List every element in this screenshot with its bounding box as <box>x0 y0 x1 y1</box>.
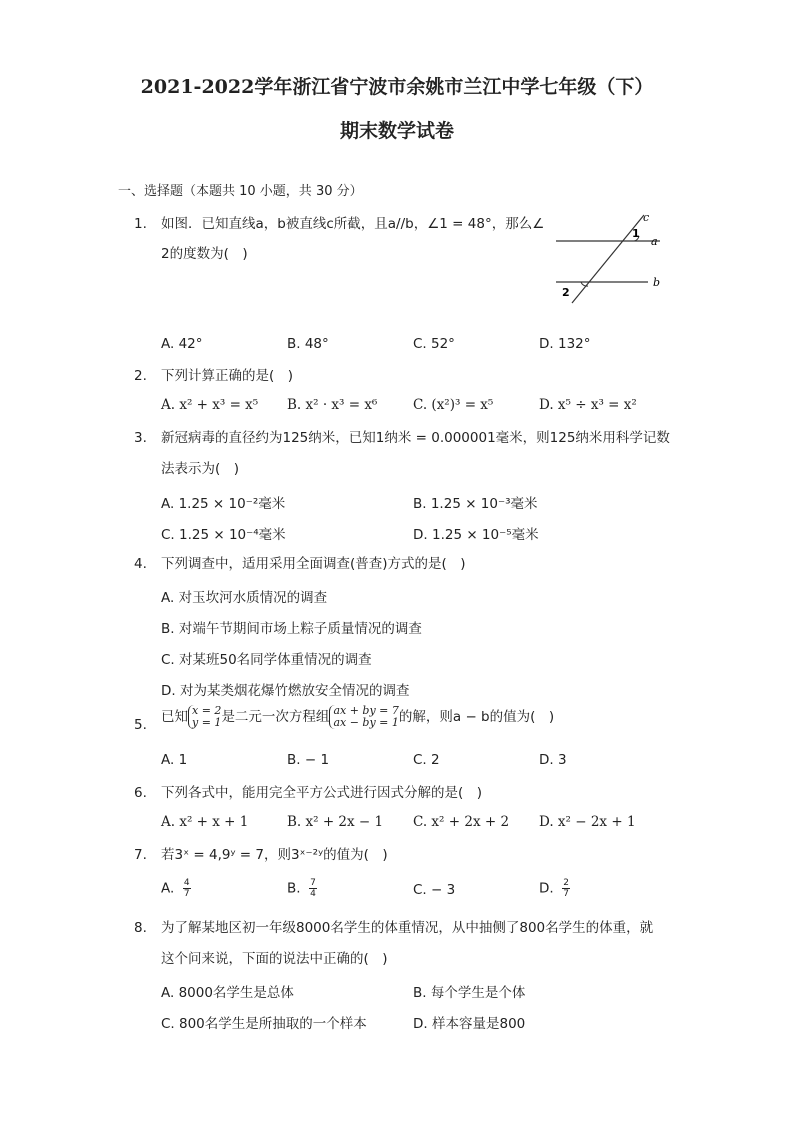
title-line-2: 期末数学试卷 <box>339 120 454 142</box>
option-c: C. 52° <box>413 336 455 352</box>
question-stem <box>161 704 554 730</box>
question-stem-line2: 这个问来说，下面的说法中正确的( ) <box>161 951 388 967</box>
option-d: D. 对为某类烟花爆竹燃放安全情况的调查 <box>161 683 410 699</box>
solution-system: x = 2 y = 1 <box>188 705 221 729</box>
question-stem: 下列调查中，适用采用全面调查(普查)方式的是( ) <box>161 556 466 572</box>
option-b: B. x² · x³ = x⁶ <box>287 397 378 413</box>
parallel-lines-figure <box>548 205 678 305</box>
question-stem: 若3ˣ = 4,9ʸ = 7，则3ˣ⁻²ʸ的值为( ) <box>161 847 388 863</box>
equation-system: ax + by = 7 ax − by = 1 <box>329 705 398 729</box>
option-d: D. x² − 2x + 1 <box>539 814 636 830</box>
option-d: D. 样本容量是800 <box>413 1016 526 1032</box>
question-number: 4. <box>134 556 147 572</box>
option-c: C. x² + 2x + 2 <box>413 814 510 830</box>
question-stem: 下列计算正确的是( ) <box>161 368 294 384</box>
label-c: c <box>643 211 650 224</box>
option-a: A. 42° <box>161 336 203 352</box>
option-c: C. 2 <box>413 752 440 768</box>
option-d: D. 1.25 × 10⁻⁵毫米 <box>413 527 539 543</box>
option-d: D. 132° <box>539 336 591 352</box>
label-angle-1: 1 <box>632 227 640 240</box>
question-number: 2. <box>134 368 147 384</box>
question-number: 8. <box>134 920 147 936</box>
option-b: B. $\frac{7}{4}$ <box>287 878 316 899</box>
question-number: 7. <box>134 847 147 863</box>
option-b: B. 1.25 × 10⁻³毫米 <box>413 496 538 512</box>
fraction: $\frac{4}{7}$ <box>183 878 190 899</box>
option-b: B. − 1 <box>287 752 330 768</box>
option-c: C. − 3 <box>413 882 456 898</box>
label-a: a <box>651 235 658 248</box>
question-stem: 下列各式中，能用完全平方公式进行因式分解的是( ) <box>161 785 483 801</box>
option-d: D. x⁵ ÷ x³ = x² <box>539 397 637 413</box>
question-number: 3. <box>134 430 147 446</box>
option-c: C. 1.25 × 10⁻⁴毫米 <box>161 527 286 543</box>
stem-prefix: 已知 <box>161 709 188 725</box>
question-number: 6. <box>134 785 147 801</box>
question-stem-line1: 如图．已知直线a，b被直线c所截，且a//b，∠1 = 48°，那么∠ <box>161 216 545 232</box>
option-a: A. $\frac{4}{7}$ <box>161 878 190 899</box>
fraction: $\frac{7}{4}$ <box>310 878 316 899</box>
question-number: 1. <box>134 216 147 232</box>
label-b: b <box>653 276 661 289</box>
stem-suffix: 的解，则a − b的值为( ) <box>398 709 555 725</box>
label-angle-2: 2 <box>562 286 570 299</box>
option-b: B. 对端午节期间市场上粽子质量情况的调查 <box>161 621 422 637</box>
option-a: A. 8000名学生是总体 <box>161 985 294 1001</box>
option-c: C. 800名学生是所抽取的一个样本 <box>161 1016 367 1032</box>
option-c: C. (x²)³ = x⁵ <box>413 397 494 413</box>
option-c: C. 对某班50名同学体重情况的调查 <box>161 652 372 668</box>
question-stem-line2: 法表示为( ) <box>161 461 240 477</box>
option-a: A. 1 <box>161 752 188 768</box>
option-b: B. 48° <box>287 336 329 352</box>
option-a: A. 对玉坎河水质情况的调查 <box>161 590 328 606</box>
question-stem-line1: 为了解某地区初一年级8000名学生的体重情况，从中抽侧了800名学生的体重，就 <box>161 920 654 936</box>
stem-middle: 是二元一次方程组 <box>221 709 330 725</box>
option-d: D. $\frac{2}{7}$ <box>539 878 570 899</box>
question-stem-line2: 2的度数为( ) <box>161 246 248 262</box>
option-a: A. x² + x + 1 <box>161 814 249 830</box>
option-b: B. 每个学生是个体 <box>413 985 526 1001</box>
fraction: $\frac{2}{7}$ <box>563 878 570 899</box>
option-b: B. x² + 2x − 1 <box>287 814 384 830</box>
question-number: 5. <box>134 717 147 733</box>
section-heading: 一、选择题（本题共 10 小题，共 30 分） <box>118 184 363 199</box>
question-stem-line1: 新冠病毒的直径约为125纳米，已知1纳米 = 0.000001毫米，则125纳米用科学记数 <box>161 430 670 446</box>
option-a: A. 1.25 × 10⁻²毫米 <box>161 496 286 512</box>
title-line-1: 2021-2022学年浙江省宁波市余姚市兰江中学七年级（下） <box>140 76 654 98</box>
option-d: D. 3 <box>539 752 567 768</box>
option-a: A. x² + x³ = x⁵ <box>161 397 259 413</box>
